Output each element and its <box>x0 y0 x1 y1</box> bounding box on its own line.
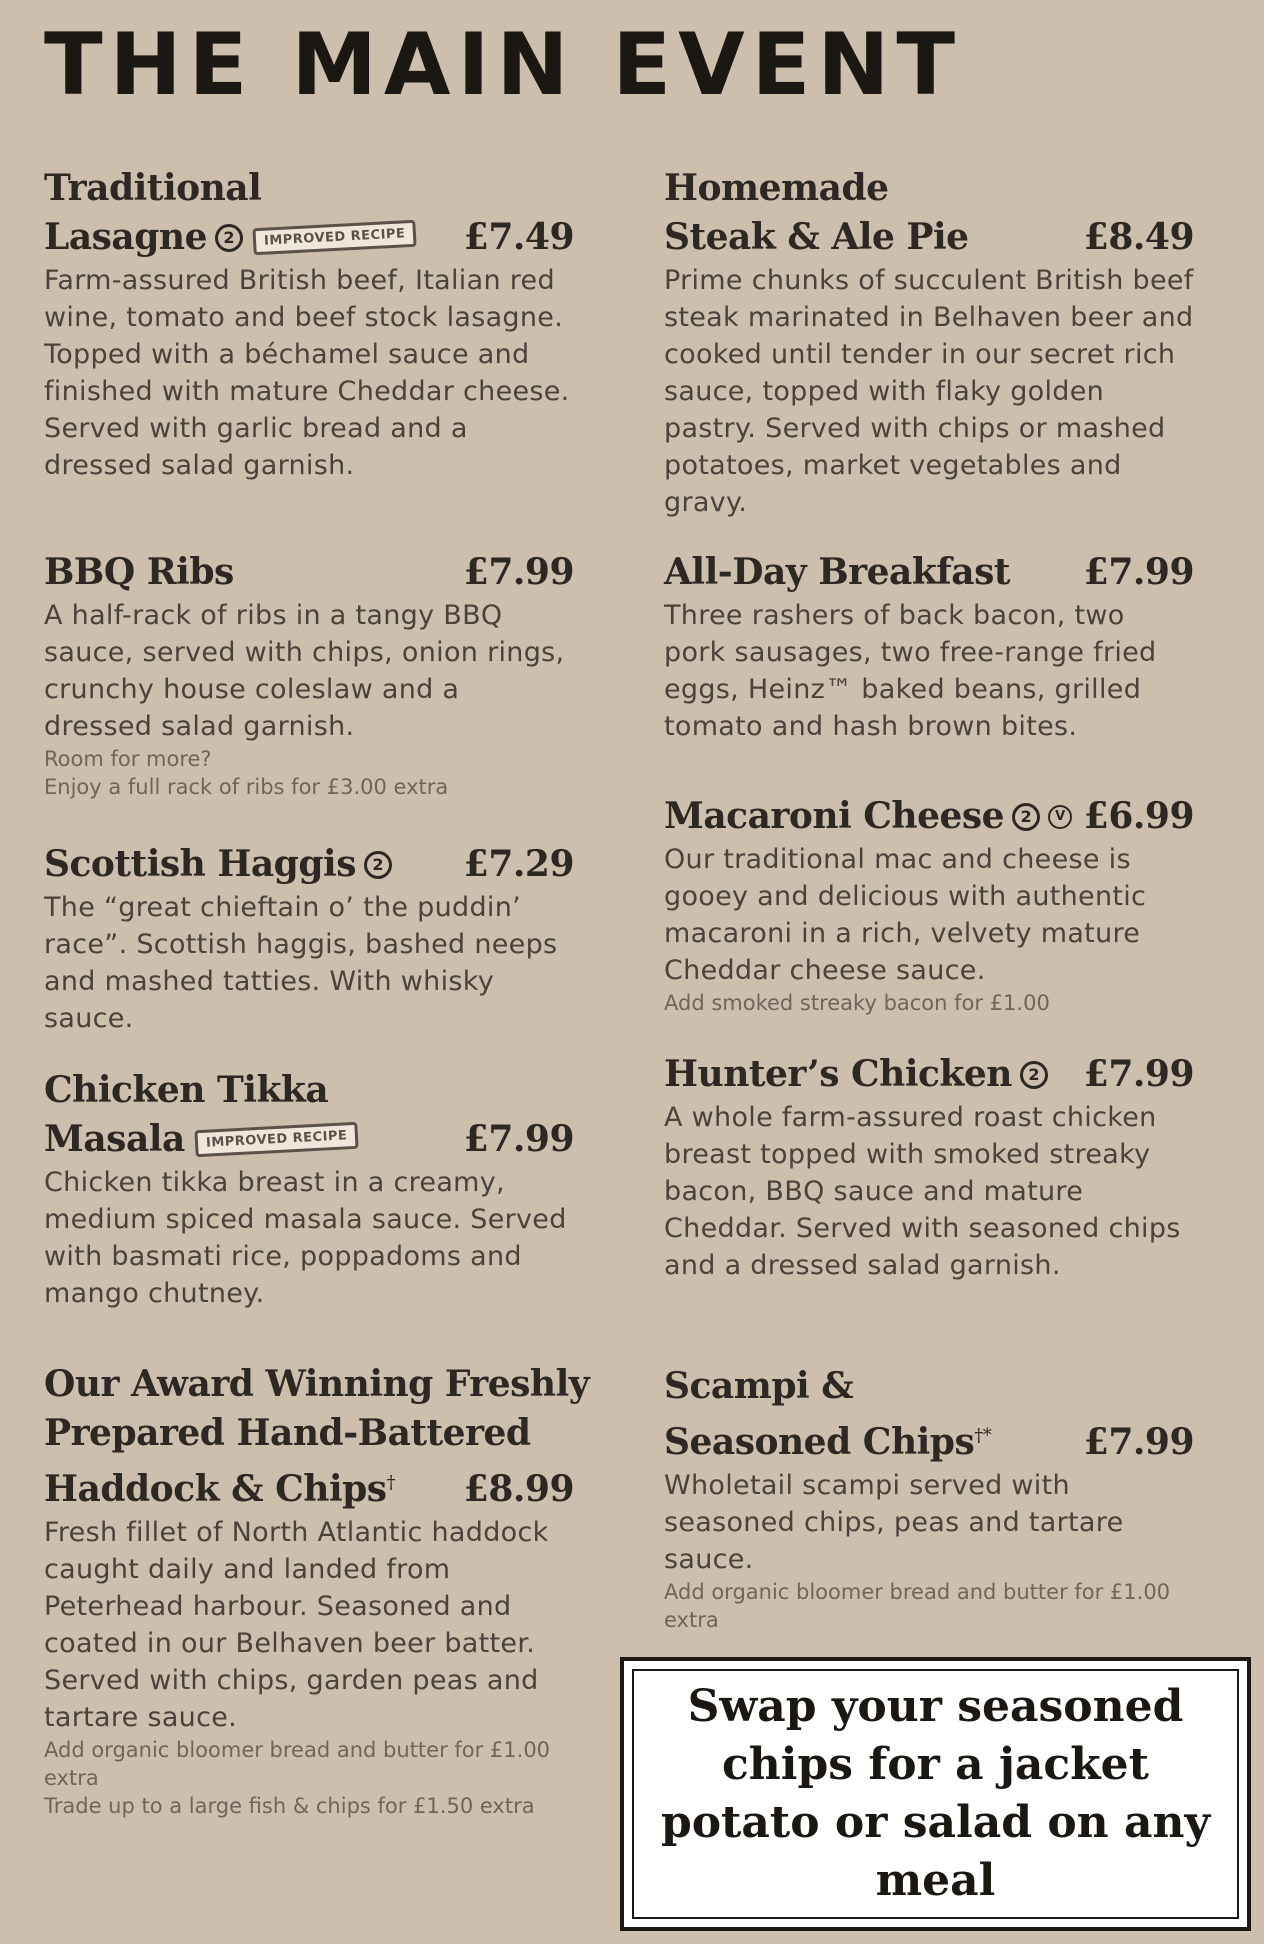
item-description: The “great chieftain o’ the puddin’ race”. Scottish haggis, bashed neeps and mashed tatties. With whisky sauce. <box>44 892 558 1034</box>
item-name-line: Scampi & <box>664 1365 854 1407</box>
menu-item-hunters-chicken <box>664 1050 1194 1284</box>
two-for-deal-icon: 2 <box>1012 803 1040 831</box>
item-price: £7.49 <box>463 216 574 258</box>
menu-item-bbq-ribs <box>44 548 574 801</box>
two-for-deal-icon: 2 <box>364 851 392 879</box>
item-name: Hunter’s Chicken <box>664 1053 1012 1095</box>
item-price: £7.99 <box>1083 551 1194 593</box>
menu-item-tikka-masala <box>44 1066 574 1312</box>
item-price: £8.49 <box>1083 216 1194 258</box>
swap-notice-text: Swap your seasoned chips for a jacket potato or salad on any meal <box>660 1681 1211 1906</box>
two-for-deal-icon: 2 <box>215 224 243 252</box>
improved-recipe-badge: IMPROVED RECIPE <box>252 220 417 256</box>
page-title: THE MAIN EVENT <box>44 15 963 115</box>
item-name-text: Seasoned Chips <box>664 1421 975 1463</box>
item-name-line: Homemade <box>664 167 889 209</box>
item-description: A whole farm-assured roast chicken breast topped with smoked streaky bacon, BBQ sauce and mature Cheddar. Served with seasoned chips and a dressed salad garnish. <box>664 1102 1181 1281</box>
item-name: Lasagne <box>44 216 207 258</box>
menu-item-macaroni-cheese <box>664 792 1194 1017</box>
item-description: Fresh fillet of North Atlantic haddock caught daily and landed from Peterhead harbour. Seasoned and coated in our Belhaven beer batter. Served with chips, garden peas and tartare sauce. <box>44 1517 549 1733</box>
item-description: Chicken tikka breast in a creamy, medium spiced masala sauce. Served with basmati rice, poppadoms and mango chutney. <box>44 1167 567 1309</box>
item-name: Steak & Ale Pie <box>664 216 969 258</box>
item-description: Wholetail scampi served with seasoned chips, peas and tartare sauce. <box>664 1470 1124 1575</box>
item-price: £8.99 <box>463 1468 574 1510</box>
two-for-deal-icon: 2 <box>1020 1061 1048 1089</box>
item-price: £7.99 <box>1083 1421 1194 1463</box>
item-description: Three rashers of back bacon, two pork sausages, two free-range fried eggs, Heinz™ baked beans, grilled tomato and hash brown bites. <box>664 600 1157 742</box>
item-name <box>664 1411 991 1467</box>
item-price: £6.99 <box>1083 795 1194 837</box>
item-name-line: Prepared Hand-Battered <box>44 1412 531 1454</box>
item-price: £7.29 <box>463 843 574 885</box>
vegetarian-icon: V <box>1048 805 1072 829</box>
footnote-mark: † <box>386 1472 396 1493</box>
item-name <box>44 1458 395 1514</box>
menu-item-haggis <box>44 840 574 1037</box>
item-price: £7.99 <box>463 1118 574 1160</box>
item-name-line: Traditional <box>44 167 262 209</box>
item-price: £7.99 <box>463 551 574 593</box>
menu-item-steak-ale-pie <box>664 164 1194 521</box>
item-note: Add organic bloomer bread and butter for £1.00 extra <box>664 1580 1171 1632</box>
item-price: £7.99 <box>1083 1053 1194 1095</box>
item-name: BBQ Ribs <box>44 551 234 593</box>
item-description: Prime chunks of succulent British beef steak marinated in Belhaven beer and cooked until tender in our secret rich sauce, topped with flaky golden pastry. Served with chips or mashed potatoes, market vegetables and gravy. <box>664 265 1194 518</box>
item-name-line: Chicken Tikka <box>44 1069 329 1111</box>
item-note: Add smoked streaky bacon for £1.00 <box>664 991 1050 1015</box>
menu-item-scampi <box>664 1362 1194 1634</box>
item-name: Masala <box>44 1118 185 1160</box>
menu-item-breakfast <box>664 548 1194 745</box>
swap-notice-box <box>620 1657 1251 1931</box>
footnote-mark: †* <box>974 1425 992 1446</box>
item-name: Macaroni Cheese <box>664 795 1005 837</box>
item-name: Scottish Haggis <box>44 843 356 885</box>
item-description: Farm-assured British beef, Italian red wine, tomato and beef stock lasagne. Topped with a béchamel sauce and finished with mature Cheddar cheese. Served with garlic bread and a dressed salad garnish. <box>44 265 570 481</box>
item-description: Our traditional mac and cheese is gooey and delicious with authentic macaroni in a rich, velvety mature Cheddar cheese sauce. <box>664 844 1147 986</box>
item-description: A half-rack of ribs in a tangy BBQ sauce, served with chips, onion rings, crunchy house coleslaw and a dressed salad garnish. <box>44 600 565 742</box>
menu-item-haddock <box>44 1360 590 1820</box>
item-name-text: Haddock & Chips <box>44 1468 387 1510</box>
item-note: Trade up to a large fish & chips for £1.50 extra <box>44 1794 535 1818</box>
item-note: Enjoy a full rack of ribs for £3.00 extra <box>44 775 449 799</box>
item-note: Room for more? <box>44 747 212 771</box>
swap-notice-inner <box>632 1669 1239 1919</box>
item-name: All-Day Breakfast <box>664 551 1010 593</box>
item-name-line: Our Award Winning Freshly <box>44 1363 590 1405</box>
menu-item-lasagne <box>44 164 574 484</box>
item-note: Add organic bloomer bread and butter for £1.00 extra <box>44 1738 551 1790</box>
improved-recipe-badge: IMPROVED RECIPE <box>194 1122 359 1158</box>
